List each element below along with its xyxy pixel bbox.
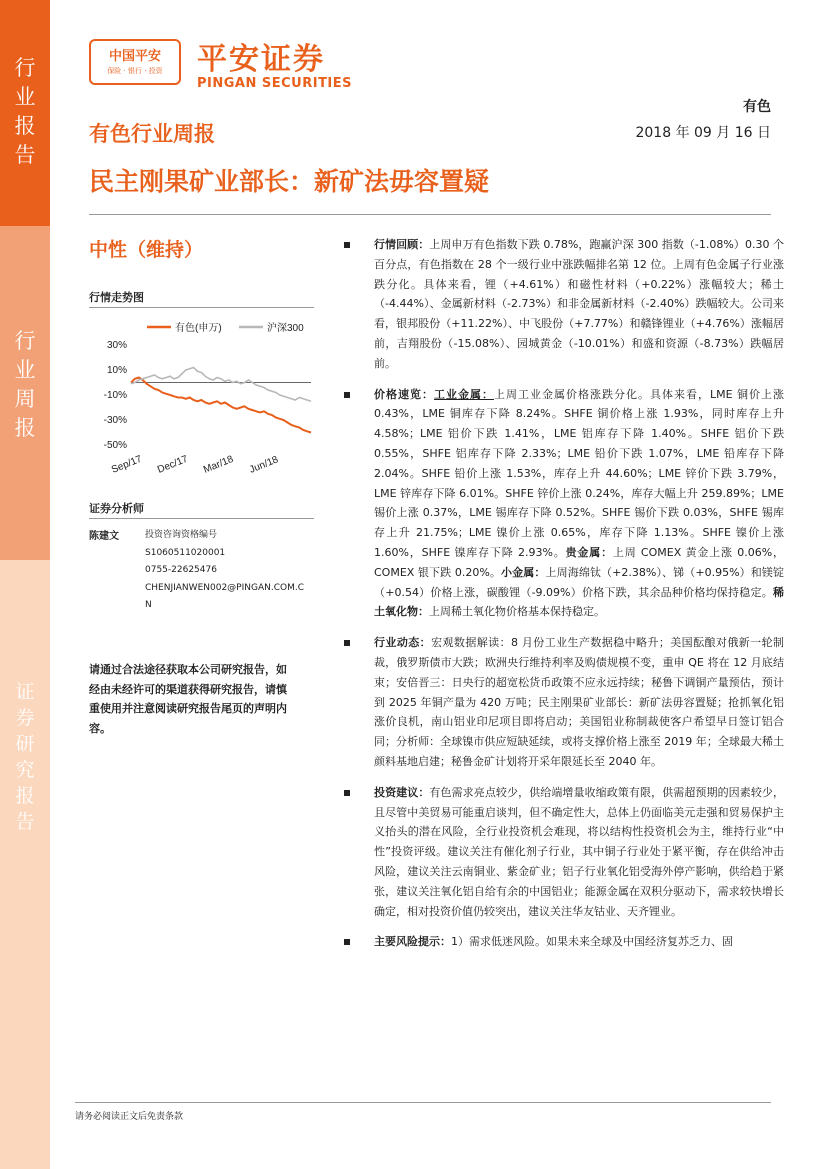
para-text: 上周申万有色指数下跌 0.78%，跑赢沪深 300 指数（-1.08%）0.30 个百分点，有色指数在 28 个一级行业中涨跌幅排名第 12 位。上周有色金属子行业涨跌分化。具体来看，锂（+4.61%）和磁性材料（+0.22%）涨幅较大；稀土（-4.44%）、金属新材料（-2.73%）和非金属新材料（-2.40%）跌幅较大。公司来看，银邦股份（+11.22%）、中飞股份（+7.77%）和赣锋锂业（+4.76%）涨幅居前，吉翔股份（-15.08%）、园城黄金（-10.01%）和盛和资源（-8.73%）跌幅居前。 <box>374 238 784 370</box>
sidebar-label-research: 证 券 研 究 报 告 <box>15 681 35 833</box>
paragraph-risk-warning <box>342 932 784 952</box>
para-label: 价格速览： <box>374 387 434 401</box>
trend-chart <box>89 314 319 484</box>
para-text: 有色需求亮点较少，供给端增量收缩政策有限，供需超预期的因素较少，且尽管中美贸易可能重启谈判，但不确定性大，总体上仍面临美元走强和贸易保护主义抬头的潜在风险，全行业投资机会难现，将以结构性投资机会为主，维持行业“中性”投资评级。建议关注有催化剂子行业，其中铜子行业处于紧平衡，存在供给冲击风险，建议关注云南铜业、紫金矿业；铝子行业氧化铝受海外停产影响，供给趋于紧张，建议关注氧化铝自给有余的中国铝业；能源金属在双积分驱动下，需求较快增长确定，相对投资价值仍较突出，建议关注华友钴业、天齐锂业。 <box>374 785 785 918</box>
para-text: 上周 COMEX 黄金上涨 0.06%，COMEX 银下跌 0.20%。 <box>374 545 785 579</box>
analyst-name: 陈建文 <box>89 531 119 542</box>
x-tick-label: Sep/17 <box>110 453 144 476</box>
legend-label: 沪深300 <box>267 323 304 334</box>
analyst-email: CHENJIANWEN002@PINGAN.COM.C <box>145 582 304 593</box>
analyst-info <box>145 527 315 615</box>
analyst-info-line: 0755-22625476 <box>145 565 217 575</box>
para-text: 宏观数据解读：8 月份工业生产数据稳中略升；美国酝酿对俄新一轮制裁，俄罗斯债市大跌；欧洲央行维持利率及购债规模不变，重申 QE 将在 12 月底结束；安倍晋三：日央行的超宽松货币政策不应永远持续；秘鲁下调铜产量预估，预计到 2025 年铜产量为 420 万吨；民主刚果矿业部长：新矿法毋容置疑；抢抓氧化铝涨价良机，南山铝业印尼项目即将启动；美国铝业称制裁使客户希望早日签订铝合同；分析师：全球镍市供应短缺延续，或将支撑价格上涨至 2019 年；全球最大稀土颜料基地启建；秘鲁金矿计划将开采年限延长至 2040 年。 <box>374 636 784 768</box>
y-tick-label: -30% <box>103 415 127 426</box>
para-text: 上周稀土氧化物价格基本保持稳定。 <box>429 605 605 619</box>
title-divider <box>89 214 771 215</box>
sidebar-section-research <box>0 560 50 1169</box>
trend-divider <box>89 307 314 308</box>
analyst-info-line: 投资咨询资格编号 <box>145 530 218 540</box>
report-date: 2018 年 09 月 16 日 <box>635 125 771 141</box>
paragraph-industry-news <box>342 633 784 772</box>
sidebar-section-report <box>0 0 50 226</box>
bullet-icon <box>344 790 350 796</box>
sidebar-section-weekly <box>0 226 50 560</box>
x-tick-label: Jun/18 <box>248 454 280 476</box>
paragraph-market-review <box>342 235 784 374</box>
group-slogan: 保险 · 银行 · 投资 <box>107 67 163 75</box>
analyst-section-title: 证券分析师 <box>89 502 144 515</box>
sub-label-precious-metals: 贵金属： <box>565 545 613 559</box>
sub-label-industrial-metals: 工业金属： <box>434 387 494 401</box>
x-tick-label: Dec/17 <box>156 453 190 476</box>
paragraph-price-overview <box>342 385 784 623</box>
analyst-divider <box>89 518 314 519</box>
sidebar-label-weekly: 行 业 周 报 <box>14 329 36 440</box>
para-label: 主要风险提示： <box>374 935 451 949</box>
sub-label-minor-metals: 小金属： <box>501 565 546 579</box>
para-text: 1）需求低迷风险。如果未来全球及中国经济复苏乏力、固 <box>451 935 733 949</box>
series-line-csi300 <box>131 368 311 402</box>
report-title: 民主刚果矿业部长：新矿法毋容置疑 <box>89 167 490 196</box>
bullet-icon <box>344 242 350 248</box>
legend-label: 有色(申万) <box>175 323 222 334</box>
sidebar <box>0 0 50 1169</box>
sub-label-rare-earth: 稀土氧化物： <box>374 585 784 619</box>
para-label: 投资建议： <box>374 785 430 799</box>
industry-label: 有色 <box>743 99 771 115</box>
company-name-cn: 平安证券 <box>197 42 325 77</box>
main-content <box>342 235 784 963</box>
sidebar-label-report: 行 业 报 告 <box>14 56 36 167</box>
analyst-email-cont: N <box>145 600 152 610</box>
group-name: 中国平安 <box>108 49 161 64</box>
pingan-securities-logo <box>197 34 352 91</box>
bullet-icon <box>344 640 350 646</box>
paragraph-investment-advice <box>342 783 784 922</box>
report-type: 有色行业周报 <box>89 122 215 146</box>
para-label: 行情回顾： <box>374 238 430 251</box>
y-tick-label: 10% <box>106 365 127 376</box>
para-text: 上周海绵钛（+2.38%）、锑（+0.95%）和镁锭（+0.54）价格上涨，碳酸锂（-9.09%）价格下跌，其余品种价格均保持稳定。 <box>374 565 784 599</box>
y-tick-label: -10% <box>103 390 127 401</box>
x-tick-label: Mar/18 <box>202 453 235 476</box>
para-text: 上周工业金属价格涨跌分化。具体来看，LME 铜价上涨 0.43%，LME 铜库存下降 8.24%。SHFE 铜价格上涨 1.93%，同时库存上升 4.58%；LME 铝价下跌 1.41%，LME 铝库存下降 1.40%。SHFE 铝价下跌 0.55%，SHFE 铝库存下降 2.33%；LME 铅价下跌 1.07%，LME 铅库存下降 2.04%。SHFE 铅价上涨 1.53%，库存上升 44.60%；LME 锌价下跌 3.79%，LME 锌库存下降 6.01%。SHFE 锌价上涨 0.24%，库存大幅上升 259.89%；LME 锡价上涨 0.37%，LME 锡库存下降 0.52%。SHFE 锡价下跌 0.03%，SHFE 锡库存上升 21.75%；LME 镍价上涨 0.65%，库存下降 1.13%。SHFE 镍价上涨 1.60%，SHFE 镍库存下降 2.93%。 <box>374 387 785 559</box>
pingan-group-logo <box>89 39 181 85</box>
y-tick-label: -50% <box>103 440 127 451</box>
disclaimer: 请通过合法途径获取本公司研究报告，如经由未经许可的渠道获得研究报告，请慎重使用并注意阅读研究报告尾页的声明内容。 <box>89 663 287 735</box>
series-line-nonferrous <box>131 378 311 433</box>
footer-divider <box>75 1102 771 1103</box>
rating: 中性（维持） <box>89 239 204 261</box>
company-name-en: PINGAN SECURITIES <box>197 76 353 91</box>
footer-disclaimer-link: 请务必阅读正文后免责条款 <box>75 1112 184 1122</box>
trend-chart-title: 行情走势图 <box>89 291 144 304</box>
analyst-info-line: S1060511020001 <box>145 547 226 558</box>
y-tick-label: 30% <box>106 340 127 351</box>
bullet-icon <box>344 392 350 398</box>
para-label: 行业动态： <box>374 636 432 650</box>
bullet-icon <box>344 939 350 945</box>
